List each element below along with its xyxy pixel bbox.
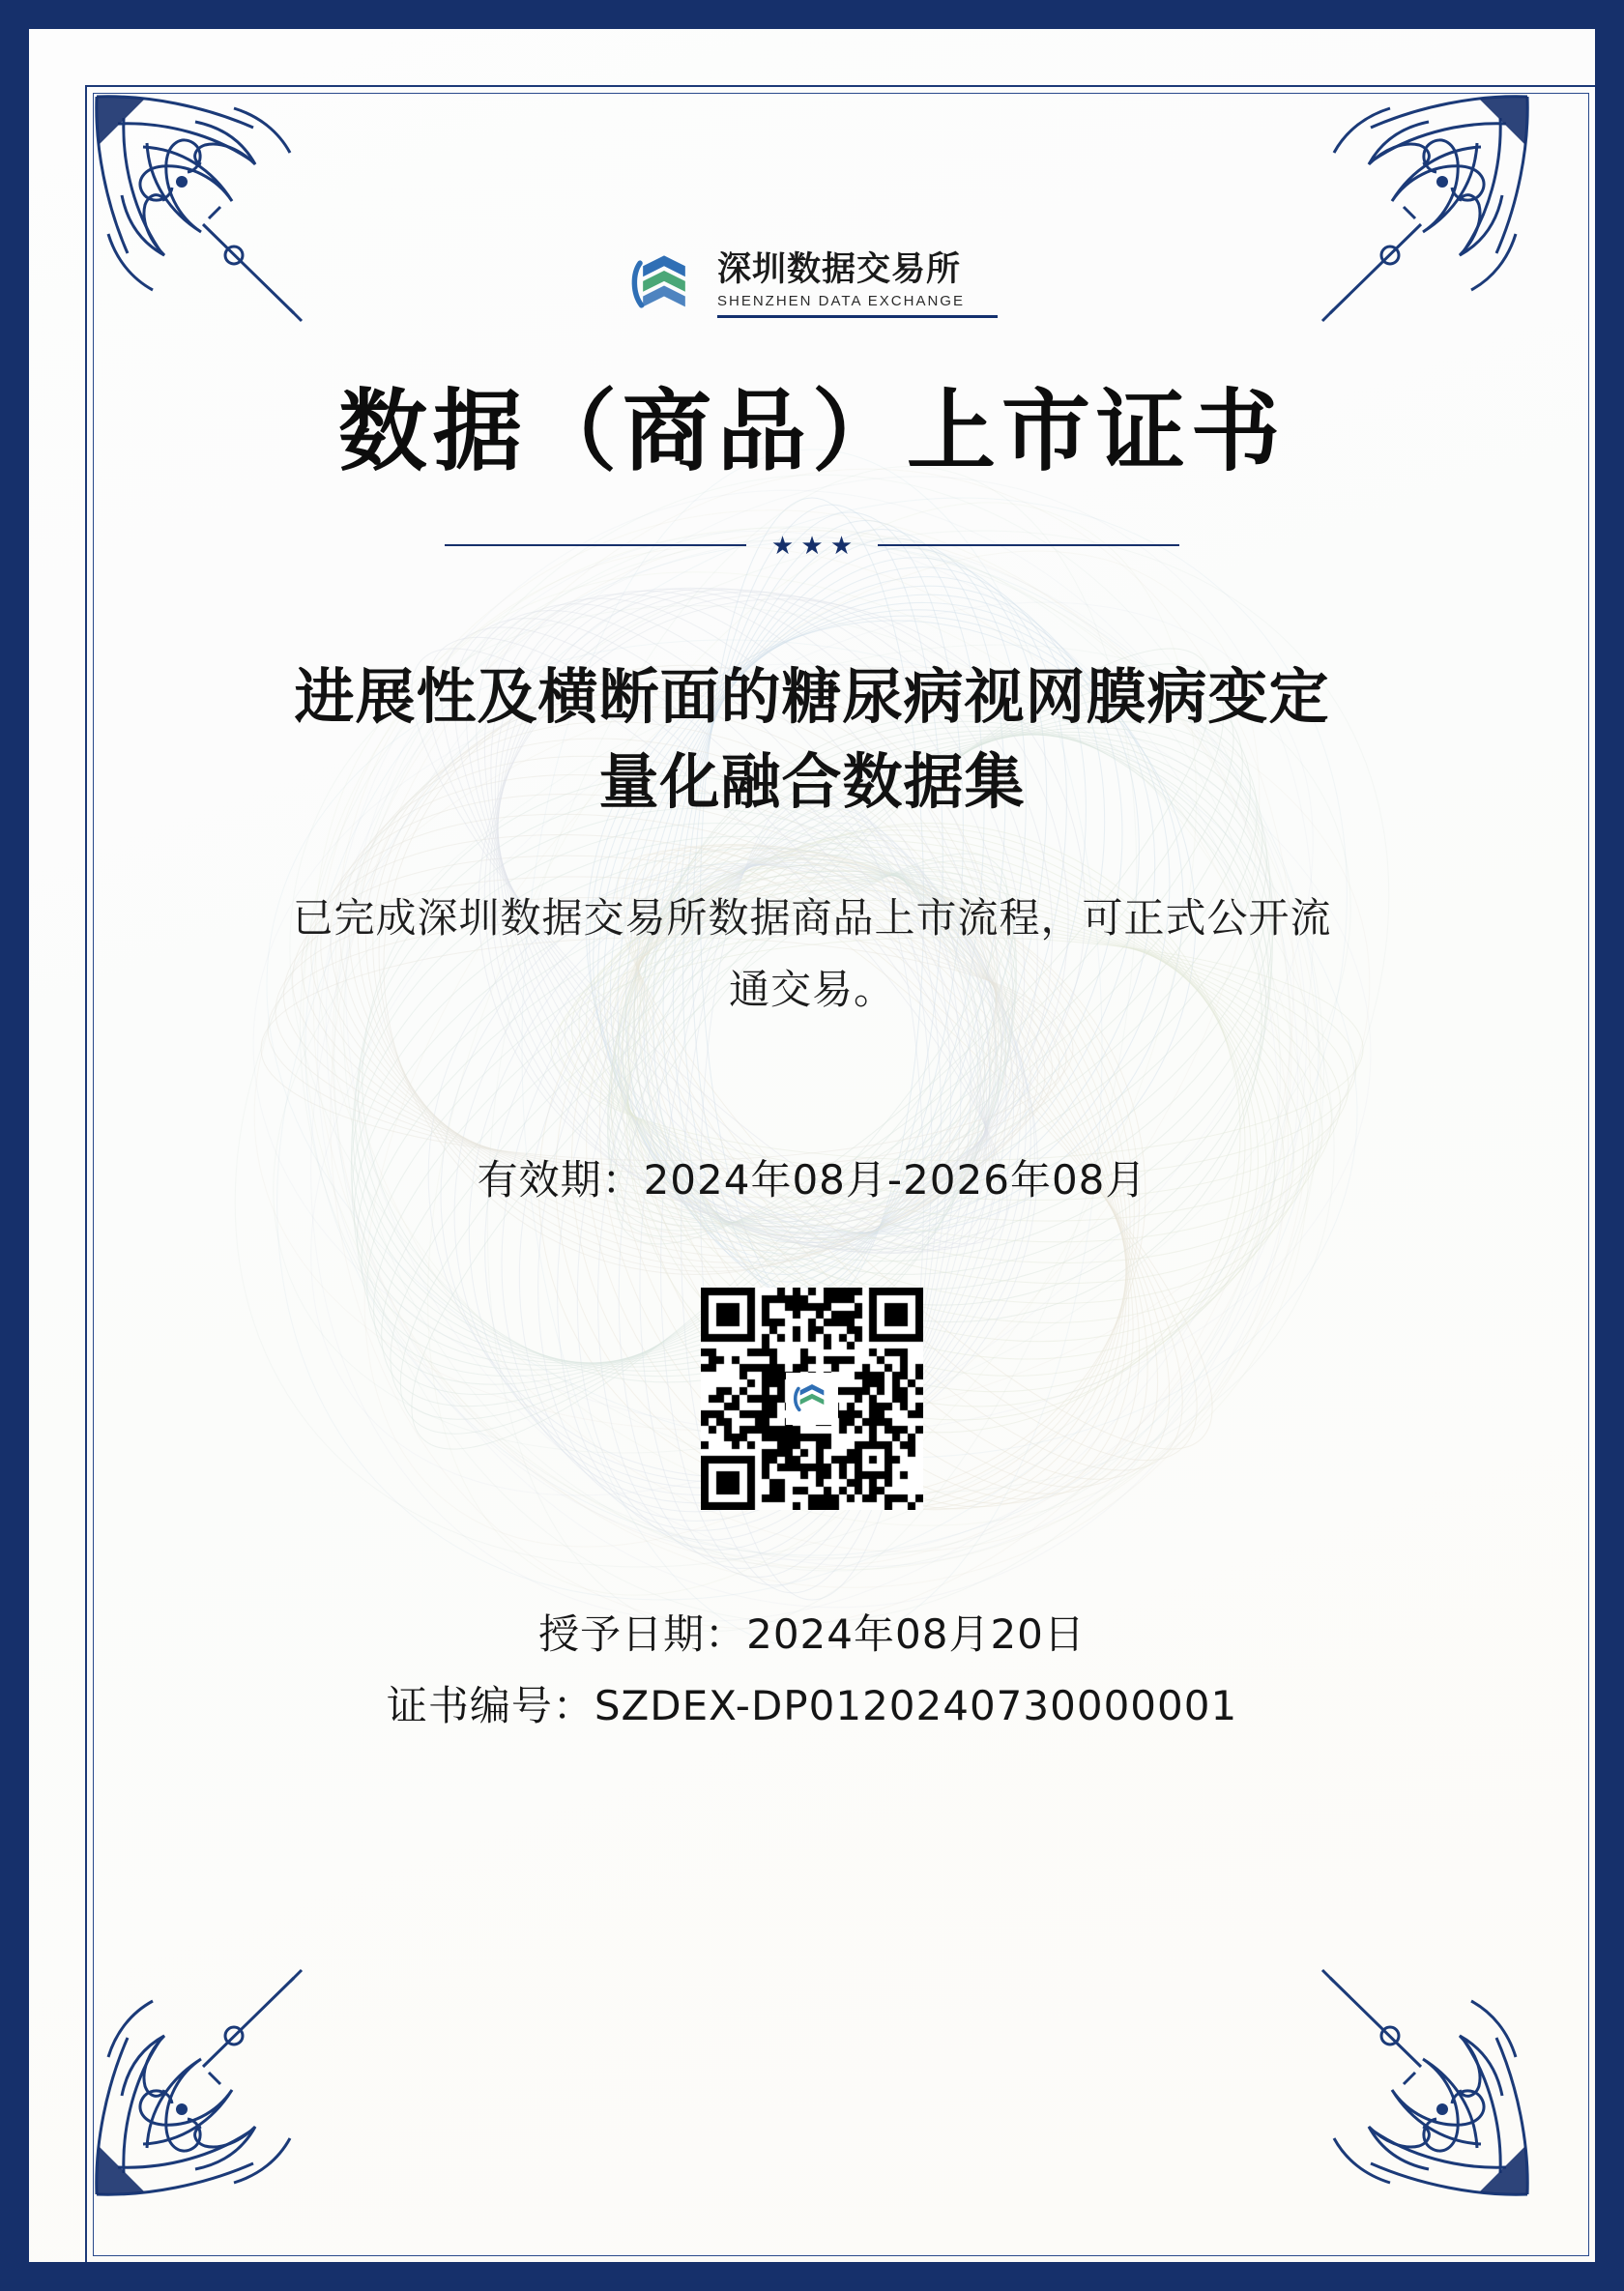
issuer-logo — [626, 240, 998, 329]
grant-date: 授予日期：2024年08月20日 — [538, 1610, 1086, 1659]
certificate-number: 证书编号：SZDEX-DP0120240730000001 — [386, 1681, 1238, 1729]
qr-code-icon[interactable] — [701, 1288, 923, 1510]
certificate-content — [29, 29, 1595, 2262]
issuer-name-en: SHENZHEN DATA EXCHANGE — [717, 293, 965, 310]
star-divider — [445, 531, 1179, 561]
divider-line-right — [878, 544, 1179, 546]
szdex-mark-icon — [786, 1373, 838, 1425]
szdex-logo-icon — [626, 246, 702, 322]
statement-text: 已完成深圳数据交易所数据商品上市流程，可正式公开流通交易。 — [292, 894, 1332, 1013]
divider-line-left — [445, 544, 746, 546]
issuer-underline — [717, 315, 998, 318]
certificate-footer — [387, 1599, 1237, 1741]
divider-stars: ★ ★ ★ — [770, 531, 854, 561]
issuer-name-cn: 深圳数据交易所 — [717, 249, 962, 289]
inner-field — [29, 29, 1595, 2262]
validity-period: 有效期：2024年08月-2026年08月 — [477, 1156, 1147, 1204]
product-name: 进展性及横断面的糖尿病视网膜病变定量化融合数据集 — [294, 661, 1330, 818]
page-title: 数据（商品）上市证书 — [337, 379, 1286, 483]
